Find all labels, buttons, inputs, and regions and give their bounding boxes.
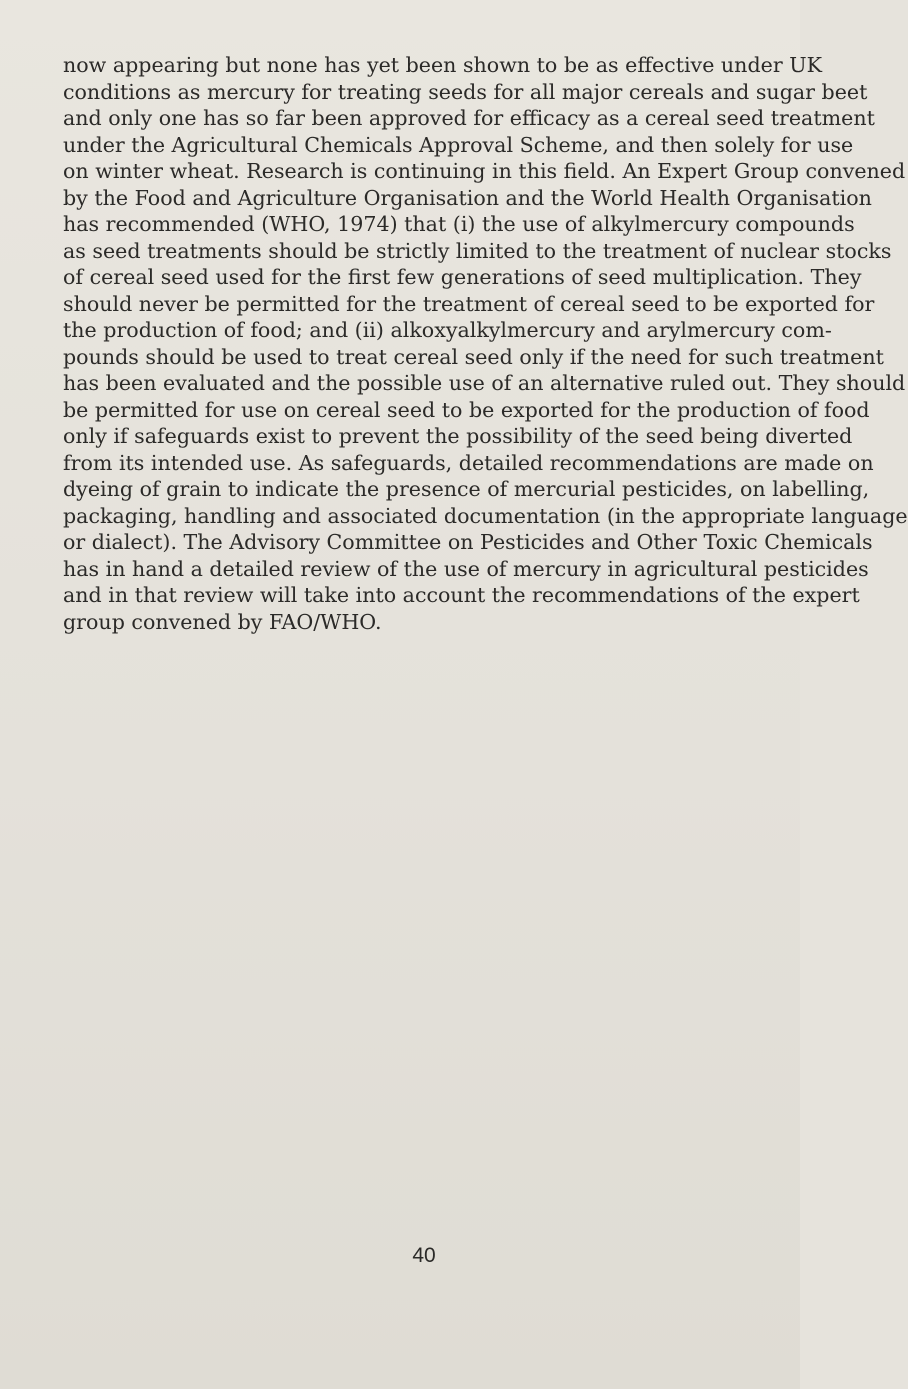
page-number: 40 [412, 1244, 436, 1267]
text-line: has in hand a detailed review of the use of mercury in agricultural pesticides [63, 556, 869, 581]
text-line: has been evaluated and the possible use of an alternative ruled out. They should [63, 371, 906, 395]
text-line: packaging, handling and associated documentation (in the appropriate language [63, 503, 908, 528]
text-line: or dialect). The Advisory Committee on Pesticides and Other Toxic Chemicals [63, 530, 873, 554]
text-line: on winter wheat. Research is continuing in this field. An Expert Group convened [63, 159, 906, 183]
text-line: dyeing of grain to indicate the presence of mercurial pesticides, on labelling, [63, 477, 870, 501]
text-line: conditions as mercury for treating seeds for all major cereals and sugar beet [63, 79, 868, 104]
body-paragraph [63, 52, 908, 635]
text-line: under the Agricultural Chemicals Approval Scheme, and then solely for use [63, 132, 854, 157]
text-line: only if safeguards exist to prevent the possibility of the seed being diverted [63, 424, 853, 448]
text-line: by the Food and Agriculture Organisation and the World Health Organisation [63, 185, 872, 210]
text-line: the production of food; and (ii) alkoxyalkylmercury and arylmercury com- [63, 318, 832, 342]
text-line: group convened by FAO/WHO. [63, 609, 382, 634]
text-line: from its intended use. As safeguards, detailed recommendations are made on [63, 450, 874, 475]
text-line: be permitted for use on cereal seed to be exported for the production of food [63, 397, 870, 422]
text-line: of cereal seed used for the first few generations of seed multiplication. They [63, 265, 862, 289]
text-line: and only one has so far been approved for efficacy as a cereal seed treatment [63, 106, 875, 130]
text-line: as seed treatments should be strictly limited to the treatment of nuclear stocks [63, 238, 892, 263]
text-line: should never be permitted for the treatment of cereal seed to be exported for [63, 291, 875, 316]
text-line: pounds should be used to treat cereal seed only if the need for such treatment [63, 344, 884, 369]
text-line: and in that review will take into account the recommendations of the expert [63, 583, 860, 607]
text-line: now appearing but none has yet been shown to be as effective under UK [63, 53, 822, 77]
text-line: has recommended (WHO, 1974) that (i) the use of alkylmercury compounds [63, 212, 855, 236]
